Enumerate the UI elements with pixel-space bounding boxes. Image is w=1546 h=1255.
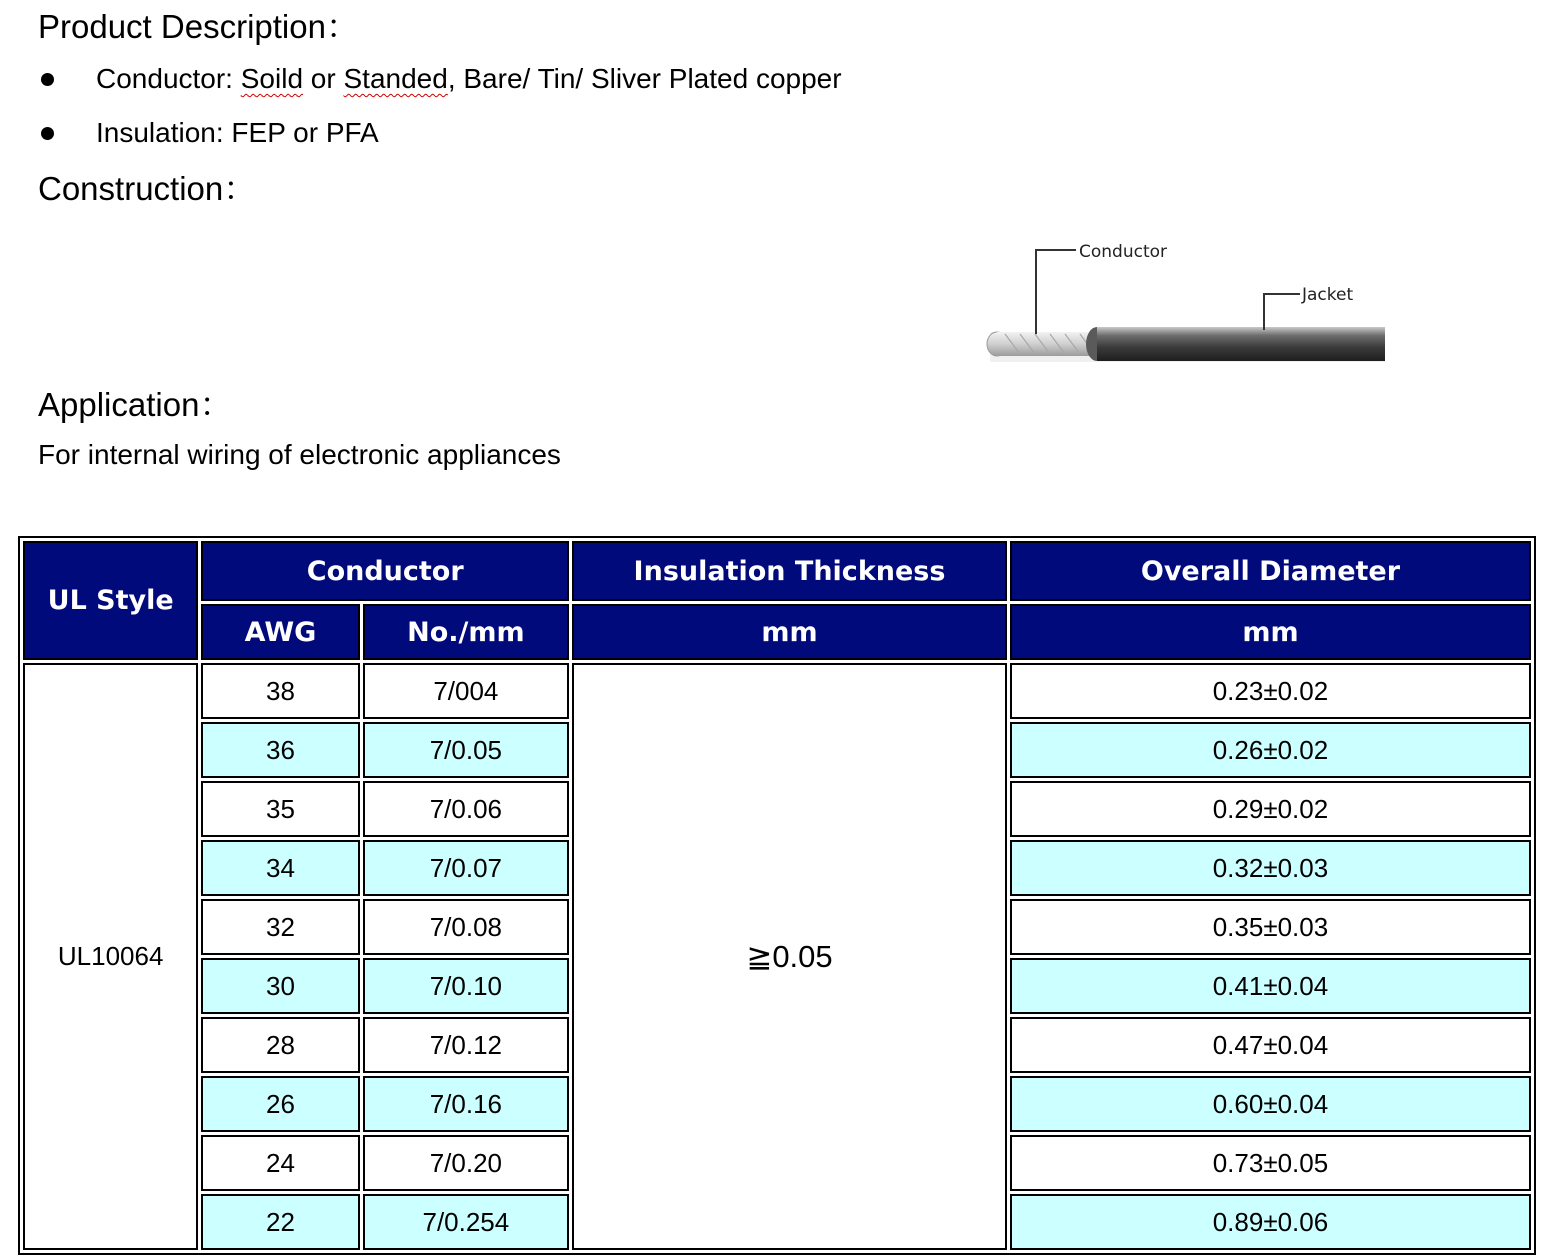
diameter-cell: 0.89±0.06 <box>1010 1194 1531 1250</box>
awg-cell: 34 <box>201 840 359 896</box>
header-ul-style: UL Style <box>23 541 198 660</box>
conductor-leader-line <box>1036 250 1076 334</box>
bullet-insulation <box>38 119 379 147</box>
no-mm-cell: 7/0.254 <box>363 1194 569 1250</box>
no-mm-cell: 7/0.05 <box>363 722 569 778</box>
header-no-mm: No./mm <box>363 604 569 660</box>
bullet-conductor <box>38 65 842 93</box>
header-diameter-unit: mm <box>1010 604 1531 660</box>
misspelled-word-soild[interactable]: Soild <box>240 63 304 94</box>
no-mm-cell: 7/0.16 <box>363 1076 569 1132</box>
awg-cell: 26 <box>201 1076 359 1132</box>
header-insulation-thickness: Insulation Thickness <box>572 541 1007 601</box>
no-mm-cell: 7/004 <box>363 663 569 719</box>
diameter-cell: 0.29±0.02 <box>1010 781 1531 837</box>
awg-cell: 28 <box>201 1017 359 1073</box>
diameter-cell: 0.73±0.05 <box>1010 1135 1531 1191</box>
awg-cell: 30 <box>201 958 359 1014</box>
header-conductor: Conductor <box>201 541 569 601</box>
application-text: For internal wiring of electronic appliances <box>38 439 561 470</box>
bullet-insulation-text: Insulation: FEP or PFA <box>96 117 379 148</box>
no-mm-cell: 7/0.06 <box>363 781 569 837</box>
awg-cell: 24 <box>201 1135 359 1191</box>
header-awg: AWG <box>201 604 359 660</box>
diameter-cell: 0.60±0.04 <box>1010 1076 1531 1132</box>
awg-cell: 32 <box>201 899 359 955</box>
diameter-cell: 0.32±0.03 <box>1010 840 1531 896</box>
conductor-suffix: , Bare/ Tin/ Sliver Plated copper <box>447 63 842 94</box>
header-overall-diameter: Overall Diameter <box>1010 541 1531 601</box>
diameter-cell: 0.47±0.04 <box>1010 1017 1531 1073</box>
table-row <box>23 663 1531 719</box>
bullet-icon <box>41 127 54 140</box>
wire-shape <box>987 327 1385 362</box>
insulation-thickness-cell: ≧0.05 <box>572 663 1007 1250</box>
ul-style-cell: UL10064 <box>23 663 198 1250</box>
header-thickness-unit: mm <box>572 604 1007 660</box>
bullet-icon <box>41 73 54 86</box>
no-mm-cell: 7/0.07 <box>363 840 569 896</box>
product-description-heading: Product Description： <box>38 8 359 45</box>
awg-cell: 22 <box>201 1194 359 1250</box>
awg-cell: 35 <box>201 781 359 837</box>
bullet-conductor-text <box>96 65 842 93</box>
no-mm-cell: 7/0.10 <box>363 958 569 1014</box>
no-mm-cell: 7/0.20 <box>363 1135 569 1191</box>
spec-table <box>18 536 1536 1255</box>
no-mm-cell: 7/0.12 <box>363 1017 569 1073</box>
no-mm-cell: 7/0.08 <box>363 899 569 955</box>
diameter-cell: 0.26±0.02 <box>1010 722 1531 778</box>
conductor-label: Conductor <box>1079 242 1168 262</box>
conductor-mid: or <box>303 63 344 94</box>
construction-heading: Construction： <box>38 170 257 207</box>
application-heading: Application： <box>38 386 233 423</box>
diameter-cell: 0.23±0.02 <box>1010 663 1531 719</box>
diameter-cell: 0.35±0.03 <box>1010 899 1531 955</box>
wire-construction-diagram <box>980 232 1400 372</box>
awg-cell: 36 <box>201 722 359 778</box>
diameter-cell: 0.41±0.04 <box>1010 958 1531 1014</box>
jacket-label: Jacket <box>1302 285 1354 305</box>
jacket-leader-line <box>1264 294 1300 330</box>
conductor-prefix: Conductor: <box>96 63 241 94</box>
misspelled-word-standed[interactable]: Standed <box>343 63 448 94</box>
awg-cell: 38 <box>201 663 359 719</box>
